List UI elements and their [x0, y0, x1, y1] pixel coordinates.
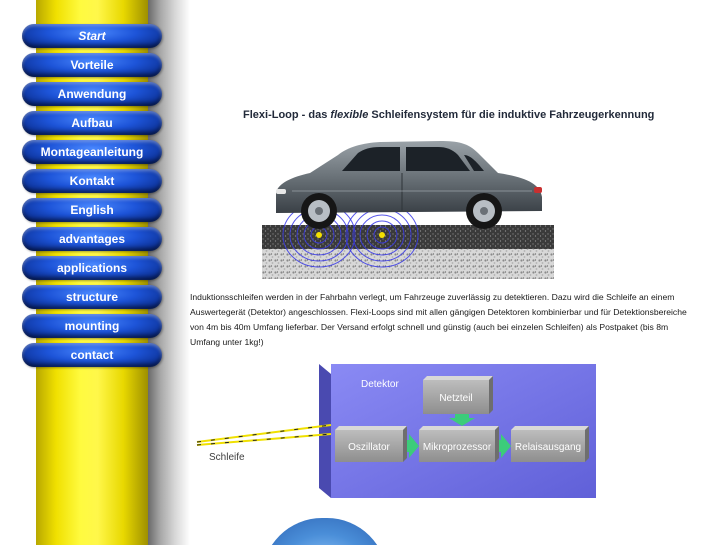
nav-aufbau[interactable]: Aufbau — [22, 111, 162, 135]
nav-applications[interactable]: applications — [22, 256, 162, 280]
headline-part2: Schleifensystem für die induktive Fahrzeugerkennung — [368, 109, 655, 121]
mikroprozessor-block — [419, 426, 499, 462]
globe-image — [262, 518, 387, 545]
rear-wheel — [466, 193, 502, 229]
page-headline — [243, 109, 673, 121]
intro-paragraph: Induktionsschleifen werden in der Fahrbahn verlegt, um Fahrzeuge zuverlässig zu detektieren. Dazu wird die Schleife an einem Auswertegerät (Detektor) angeschlossen. Flexi-Loops sind mit allen gängigen Detektoren kombinierbar und für Detektionsbereiche von 4m bis 40m Umfang lieferbar. Der Versand erfolgt schnell und günstig (auch bei einzelen Schleifen) als Postpaket (bis 8m Umfang unter 1kg!) — [190, 292, 687, 347]
netzteil-block — [423, 376, 493, 414]
detector-label: Detektor — [361, 379, 399, 390]
nav-anwendung[interactable]: Anwendung — [22, 82, 162, 106]
nav-structure[interactable]: structure — [22, 285, 162, 309]
loop-cable — [197, 425, 331, 445]
oszillator-block — [335, 426, 407, 462]
nav-kontakt[interactable]: Kontakt — [22, 169, 162, 193]
mikroprozessor-label: Mikroprozessor — [422, 442, 492, 453]
main-navigation — [22, 24, 162, 372]
relaisausgang-label: Relaisausgang — [514, 442, 582, 453]
car-on-road-image — [262, 133, 554, 279]
block-diagram-svg — [195, 362, 600, 502]
headline-emphasis: flexible — [330, 109, 369, 121]
nav-mounting[interactable]: mounting — [22, 314, 162, 338]
nav-start[interactable]: Start — [22, 24, 162, 48]
detector-edge — [319, 364, 331, 498]
detector-diagram — [195, 362, 600, 502]
loop-label: Schleife — [209, 452, 245, 463]
car-illustration — [262, 133, 554, 279]
oszillator-label: Oszillator — [348, 442, 390, 453]
nav-contact[interactable]: contact — [22, 343, 162, 367]
nav-english[interactable]: English — [22, 198, 162, 222]
nav-montageanleitung[interactable]: Montageanleitung — [22, 140, 162, 164]
front-wheel — [301, 193, 337, 229]
relaisausgang-block — [511, 426, 589, 462]
nav-advantages[interactable]: advantages — [22, 227, 162, 251]
nav-vorteile[interactable]: Vorteile — [22, 53, 162, 77]
netzteil-label: Netzteil — [439, 393, 473, 404]
headline-part1: Flexi-Loop - das — [243, 109, 331, 121]
loop-sensor-left — [316, 232, 322, 238]
loop-sensor-right — [379, 232, 385, 238]
